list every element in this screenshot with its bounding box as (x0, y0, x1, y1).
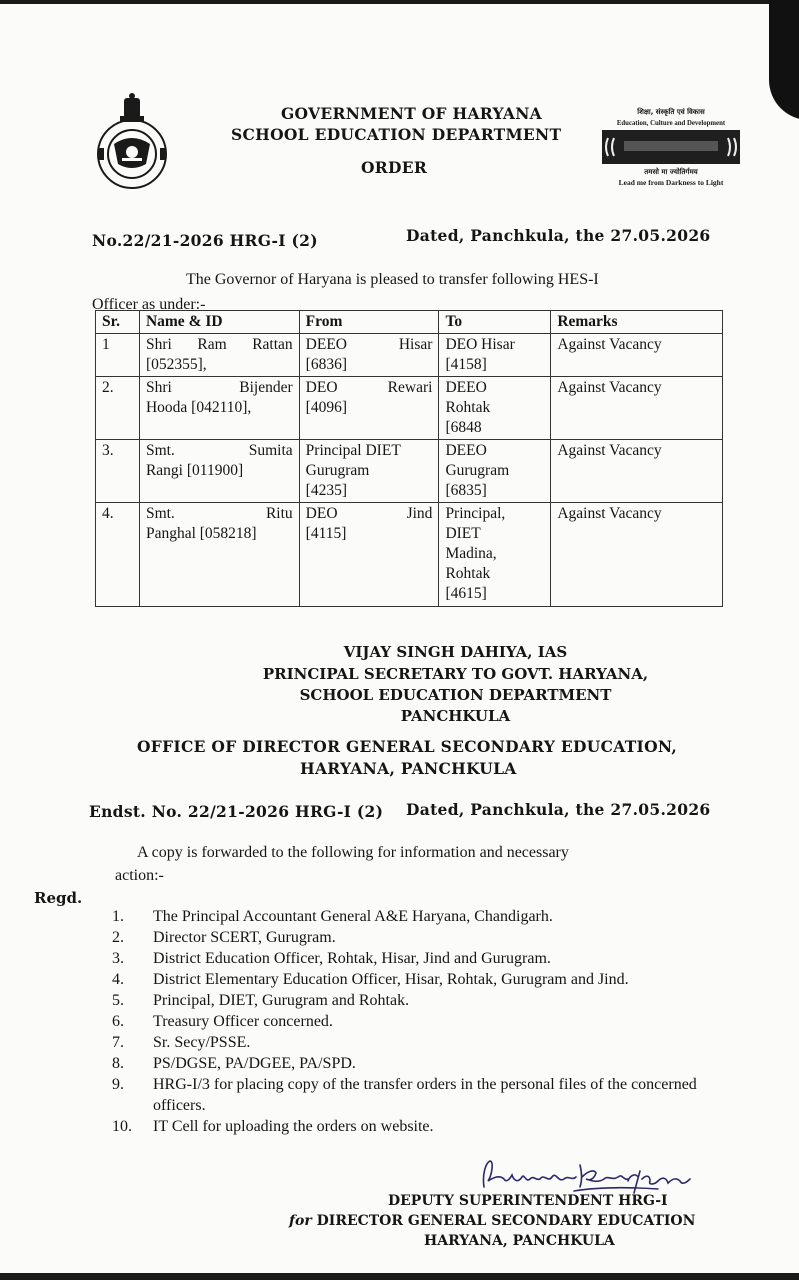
list-item: 8. PS/DGSE, PA/DGEE, PA/SPD. (112, 1055, 356, 1072)
cell-to: DEEO Rohtak [6848 (439, 377, 551, 440)
header-department: SCHOOL EDUCATION DEPARTMENT (231, 125, 562, 144)
cell-sr: 2. (96, 377, 140, 440)
list-item: 2. Director SCERT, Gurugram. (112, 929, 336, 946)
header-name-id: Name & ID (139, 311, 299, 334)
office-line2: HARYANA, PANCHKULA (300, 759, 517, 778)
order-date: Dated, Panchkula, the 27.05.2026 (406, 226, 711, 245)
cell-sr: 1 (96, 334, 140, 377)
endorsement-intro-line2: action:- (115, 867, 164, 884)
order-intro-line1: The Governor of Haryana is pleased to transfer following HES-I (186, 271, 599, 288)
cell-from: DEO Jind [4115] (299, 503, 439, 607)
footer-place: HARYANA, PANCHKULA (424, 1233, 615, 1249)
cell-name: Smt. Ritu Panghal [058218] (139, 503, 299, 607)
cell-remarks: Against Vacancy (551, 440, 723, 503)
cell-name: Smt. Sumita Rangi [011900] (139, 440, 299, 503)
list-item: 10. IT Cell for uploading the orders on website. (112, 1118, 434, 1135)
distribution-list (112, 906, 732, 1137)
regd-label: Regd. (34, 889, 83, 907)
header-government: GOVERNMENT OF HARYANA (281, 104, 542, 123)
list-item: 6. Treasury Officer concerned. (112, 1013, 333, 1030)
photo-top-edge (0, 0, 799, 4)
footer-deputy-superintendent: DEPUTY SUPERINTENDENT HRG-I (388, 1193, 668, 1209)
cell-from: DEEO Hisar [6836] (299, 334, 439, 377)
header-to: To (439, 311, 551, 334)
header-order: ORDER (361, 158, 428, 177)
header-sr: Sr. (96, 311, 140, 334)
cell-from: Principal DIET Gurugram [4235] (299, 440, 439, 503)
cell-remarks: Against Vacancy (551, 377, 723, 440)
footer-for-prefix: for (289, 1213, 312, 1229)
endorsement-number: Endst. No. 22/21-2026 HRG-I (2) (89, 802, 384, 821)
table-row (96, 377, 723, 440)
list-item: 3. District Education Officer, Rohtak, Hisar, Jind and Gurugram. (112, 950, 551, 967)
table-row (96, 334, 723, 377)
table-row (96, 503, 723, 607)
header-remarks: Remarks (551, 311, 723, 334)
order-number: No.22/21-2026 HRG-I (2) (92, 231, 318, 250)
signatory-department: SCHOOL EDUCATION DEPARTMENT (299, 686, 612, 704)
cell-to: DEEO Gurugram [6835] (439, 440, 551, 503)
cell-remarks: Against Vacancy (551, 503, 723, 607)
list-item: 5. Principal, DIET, Gurugram and Rohtak. (112, 992, 410, 1009)
table-row (96, 440, 723, 503)
cell-sr: 4. (96, 503, 140, 607)
photo-corner-shadow (769, 0, 799, 120)
cell-sr: 3. (96, 440, 140, 503)
list-item: 1. The Principal Accountant General A&E Haryana, Chandigarh. (112, 908, 553, 925)
order-intro-line2: Officer as under:- (92, 296, 206, 313)
transfer-table (95, 310, 723, 607)
list-item: 9. HRG-I/3 for placing copy of the transfer orders in the personal files of the concerned officers. (112, 1076, 697, 1114)
haryana-emblem-icon (92, 92, 172, 192)
logo-motto-english: Lead me from Darkness to Light (618, 178, 724, 187)
logo-sub-text: Education, Culture and Development (616, 120, 726, 127)
header-from: From (299, 311, 439, 334)
cell-to: Principal, DIET Madina, Rohtak [4615] (439, 503, 551, 607)
logo-top-text: शिक्षा, संस्कृति एवं विकास (637, 108, 705, 116)
signatory-place: PANCHKULA (400, 707, 511, 725)
footer-for-director (289, 1213, 799, 1229)
cell-remarks: Against Vacancy (551, 334, 723, 377)
office-line1: OFFICE OF DIRECTOR GENERAL SECONDARY EDUCATION, (137, 737, 678, 756)
photo-bottom-edge (0, 1273, 799, 1280)
endorsement-intro-line1: A copy is forwarded to the following for information and necessary (137, 844, 569, 861)
endorsement-date: Dated, Panchkula, the 27.05.2026 (406, 800, 711, 819)
cell-name: Shri Bijender Hooda [042110], (139, 377, 299, 440)
logo-motto-hindi: तमसो मा ज्योतिर्गमय (644, 168, 698, 176)
list-item: 4. District Elementary Education Officer, Hisar, Rohtak, Gurugram and Jind. (112, 971, 629, 988)
list-item: 7. Sr. Secy/PSSE. (112, 1034, 251, 1051)
signatory-designation: PRINCIPAL SECRETARY TO GOVT. HARYANA, (262, 665, 649, 683)
cell-to: DEO Hisar [4158] (439, 334, 551, 377)
table-header-row (96, 311, 723, 334)
education-department-logo (600, 104, 742, 190)
cell-name: Shri Ram Rattan [052355], (139, 334, 299, 377)
signatory-name: VIJAY SINGH DAHIYA, IAS (343, 643, 568, 661)
footer-director-text: DIRECTOR GENERAL SECONDARY EDUCATION (316, 1213, 696, 1229)
cell-from: DEO Rewari [4096] (299, 377, 439, 440)
